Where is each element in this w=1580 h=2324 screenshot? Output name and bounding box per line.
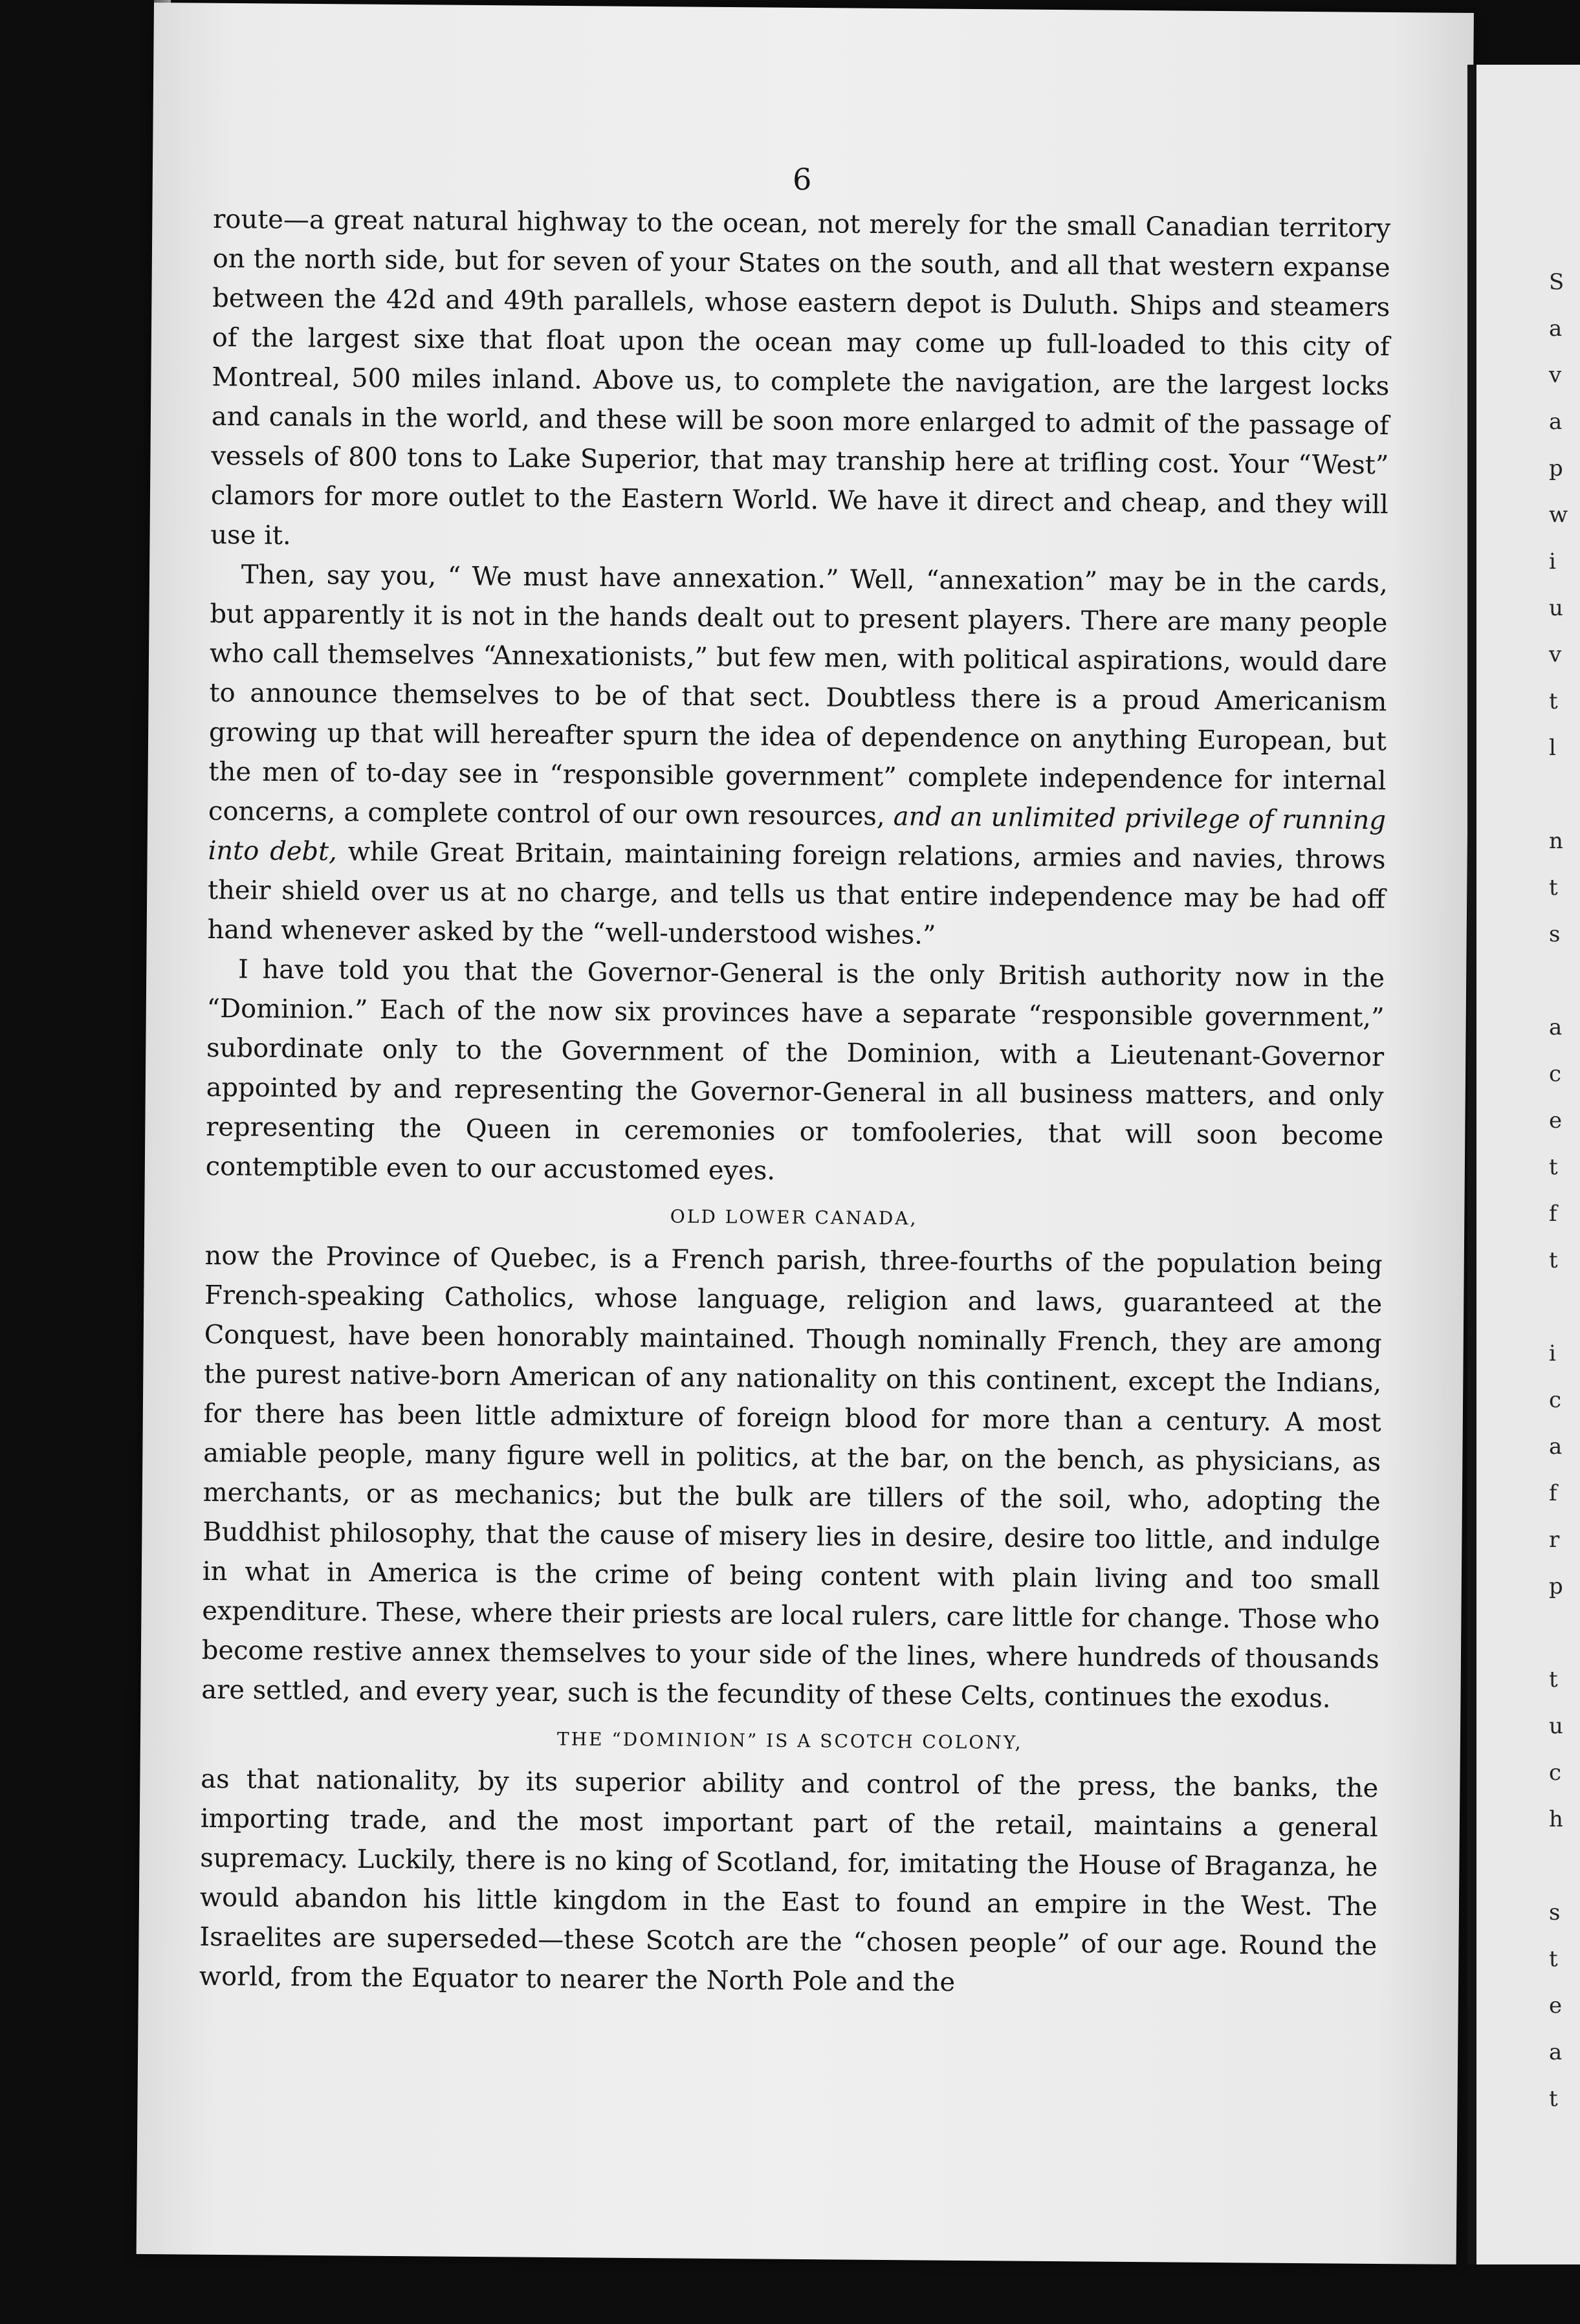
adjacent-page-letter: e — [1549, 1993, 1563, 2019]
heading-old-lower-canada: OLD LOWER CANADA, — [670, 1205, 918, 1229]
adjacent-page-letter: s — [1549, 921, 1561, 947]
adjacent-page-letter: w — [1549, 502, 1568, 528]
paragraph-scotch: as that nationality, by its superior ability and control of the press, the banks, the importing trade, and the most important part of the retail, maintains a general supremacy. Luckily, there is no king of Scotland, for, imitating the House of Braganza, he would abandon his little kingdom in the East to found an empire in the West. The Israelites are superseded—these Scotch are the “chosen people” of our age. Round the world, from the Equator to nearer the North Pole and the — [199, 1764, 1379, 1998]
adjacent-page-letter: p — [1549, 1573, 1563, 1599]
adjacent-page-text — [1549, 259, 1575, 2122]
adjacent-page-letter: t — [1549, 1667, 1558, 1693]
adjacent-page-letter: h — [1549, 1806, 1563, 1832]
adjacent-page-letter: v — [1549, 642, 1562, 668]
adjacent-page-letter: t — [1549, 688, 1558, 714]
adjacent-page-letter: u — [1549, 595, 1563, 621]
adjacent-page-letter: c — [1549, 1061, 1562, 1087]
adjacent-page-letter: s — [1549, 1900, 1561, 1925]
adjacent-page-letter: t — [1549, 1946, 1558, 1972]
adjacent-page-letter: t — [1549, 875, 1558, 901]
adjacent-page-letter: i — [1549, 549, 1556, 575]
paragraph-governor: I have told you that the Governor-General is the only British authority now in the “Dominion.” Each of the now six provinces have a separate “responsible government,” subordinate only to the Government of the Dominion, with a Lieutenant-Governor appointed by and representing the Governor-General in all business matters, and only representing the Queen in ceremonies or tomfooleries, that will soon become contemptible even to our accustomed eyes. — [205, 954, 1385, 1186]
adjacent-page-letter: u — [1549, 1713, 1563, 1739]
adjacent-page-letter: t — [1549, 1154, 1558, 1180]
annexation-italic-phrase: and an unlimited privilege of running into debt, — [208, 802, 1387, 867]
adjacent-page-letter: a — [1549, 316, 1563, 342]
paragraph-annexation — [207, 555, 1388, 959]
adjacent-page-letter: n — [1549, 828, 1563, 854]
adjacent-page-letter: v — [1549, 362, 1562, 388]
adjacent-page-letter: a — [1549, 1434, 1563, 1460]
page-content — [199, 155, 1391, 2006]
adjacent-page-letter: S — [1549, 269, 1564, 295]
adjacent-page-letter: t — [1549, 1247, 1558, 1273]
adjacent-page-letter: c — [1549, 1387, 1562, 1413]
adjacent-page-letter: t — [1549, 2086, 1558, 2112]
adjacent-page-letter — [1549, 771, 1575, 818]
adjacent-page-letter: f — [1549, 1201, 1557, 1227]
adjacent-page-letter: f — [1549, 1480, 1557, 1506]
annexation-text-end: while Great Britain, maintaining foreign relations, armies and navies, throws their shield over us at no charge, and tells us that entire independence may be had off hand whenever asked by the “well-understood wishes.” — [207, 837, 1386, 950]
adjacent-page-letter: e — [1549, 1108, 1563, 1134]
page-number: 6 — [792, 162, 812, 197]
annexation-text-start: Then, say you, “ We must have annexation.” Well, “annexation” may be in the cards, but apparently it is not in the hands dealt out to present players. There are many people who call themselves “Annexationists,” but few men, with political aspirations, would dare to announce themselves to be of that sect. Doubtless there is a proud Americanism growing up that will hereafter spurn the idea of dependence on anything European, but the men of to-day see in “responsible government” complete independence for internal concerns, a complete control of our own resources, — [208, 560, 1388, 832]
adjacent-page-letter: a — [1549, 409, 1563, 435]
adjacent-page-letter: i — [1549, 1341, 1556, 1366]
adjacent-page-letter — [1549, 1843, 1575, 1889]
adjacent-page-letter: a — [1549, 2039, 1563, 2065]
adjacent-page-letter: l — [1549, 735, 1556, 761]
adjacent-page-letter — [1549, 1610, 1575, 1656]
paragraph-route: route—a great natural highway to the ocean, not merely for the small Canadian territory on the north side, but for seven of your States on the south, and all that western expanse between the 42d and 49th parallels, whose eastern depot is Duluth. Ships and steamers of the largest sixe that float upon the ocean may come up full-loaded to this city of Montreal, 500 miles inland. Above us, to complete the navigation, are the largest locks and canals in the world, and these will be soon more enlarged to admit of the passage of vessels of 800 tons to Lake Superior, that may tranship here at trifling cost. Your “West” clamors for more outlet to the Eastern World. We have it direct and cheap, and they will use it. — [210, 204, 1391, 551]
adjacent-page-letter: p — [1549, 455, 1563, 481]
adjacent-page-letter: c — [1549, 1760, 1562, 1786]
heading-scotch-colony: THE “DOMINION” IS A SCOTCH COLONY, — [556, 1728, 1023, 1753]
adjacent-page-letter — [1549, 1284, 1575, 1330]
adjacent-page-letter: r — [1549, 1527, 1560, 1553]
adjacent-page-letter: a — [1549, 1014, 1563, 1040]
adjacent-page-letter — [1549, 958, 1575, 1004]
paragraph-quebec: now the Province of Quebec, is a French parish, three-fourths of the population being French-speaking Catholics, whose language, religion and laws, guaranteed at the Conquest, have been honorably maintained. Though nominally French, they are among the purest native-born American of any nationality on this continent, except the Indians, for there has been little admixture of foreign blood for more than a century. A most amiable people, many figure well in politics, at the bar, on the bench, as physicians, as merchants, or as mechanics; but the bulk are tillers of the soil, who, adopting the Buddhist philosophy, that the cause of misery lies in desire, desire too little, and indulge in what in America is the crime of being content with plain living and too small expenditure. These, where their priests are local rulers, care little for change. Those who become restive annex themselves to your side of the lines, where hundreds of thousands are settled, and every year, such is the fecundity of these Celts, continues the exodus. — [201, 1240, 1383, 1714]
